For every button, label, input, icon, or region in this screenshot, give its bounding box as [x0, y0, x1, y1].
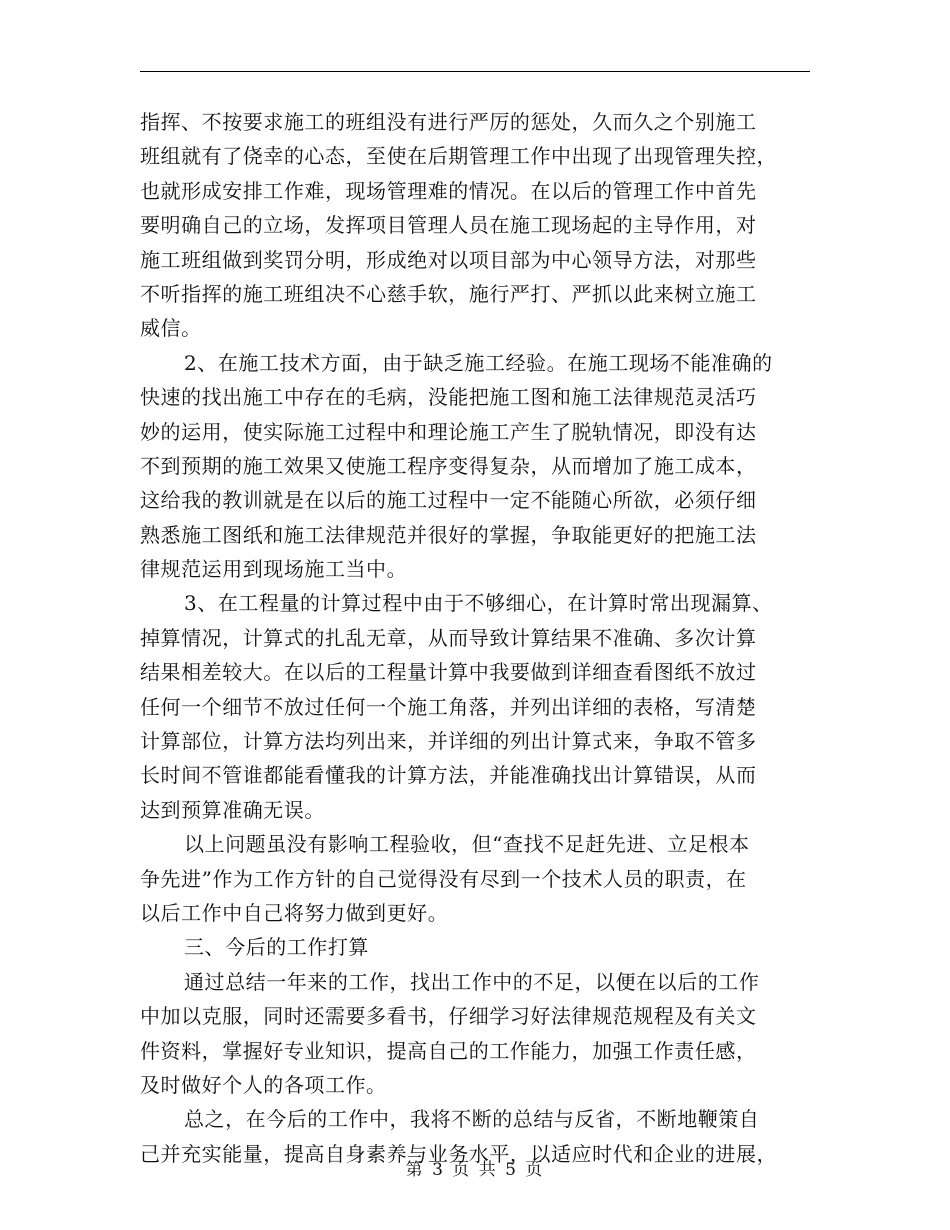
body-text-line: 三、今后的工作打算 [184, 935, 369, 960]
body-text-line: 长时间不管谁都能看懂我的计算方法，并能准确找出计算错误，从而 [140, 763, 757, 788]
body-text-line: 任何一个细节不放过任何一个施工角落，并列出详细的表格，写清楚 [140, 694, 757, 719]
body-text-line: 律规范运用到现场施工当中。 [140, 557, 408, 582]
body-text-line: 也就形成安排工作难，现场管理难的情况。在以后的管理工作中首先 [140, 178, 757, 203]
body-text-line: 2、在施工技术方面，由于缺乏施工经验。在施工现场不能准确的 [184, 350, 773, 375]
body-text-line: 快速的找出施工中存在的毛病，没能把施工图和施工法律规范灵活巧 [140, 385, 757, 410]
body-text-line: 争先进”作为工作方针的自己觉得没有尽到一个技术人员的职责，在 [140, 866, 747, 891]
body-text-line: 总之，在今后的工作中，我将不断的总结与反省，不断地鞭策自 [184, 1107, 760, 1132]
body-text-line: 不到预期的施工效果又使施工程序变得复杂，从而增加了施工成本， [140, 453, 757, 478]
body-text-line: 威信。 [140, 316, 202, 341]
body-text-line: 班组就有了侥幸的心态，至使在后期管理工作中出现了出现管理失控， [140, 144, 778, 169]
body-text-line: 以后工作中自己将努力做到更好。 [140, 900, 449, 925]
body-text-line: 施工班组做到奖罚分明，形成绝对以项目部为中心领导方法，对那些 [140, 247, 757, 272]
body-text-line: 计算部位，计算方法均列出来，并详细的列出计算式来，争取不管多 [140, 729, 757, 754]
body-text-line: 妙的运用，使实际施工过程中和理论施工产生了脱轨情况，即没有达 [140, 419, 757, 444]
body-text-line: 结果相差较大。在以后的工程量计算中我要做到详细查看图纸不放过 [140, 660, 757, 685]
body-text-line: 要明确自己的立场，发挥项目管理人员在施工现场起的主导作用，对 [140, 213, 757, 238]
body-text-line: 通过总结一年来的工作，找出工作中的不足，以便在以后的工作 [184, 969, 760, 994]
body-text-line: 掉算情况，计算式的扎乱无章，从而导致计算结果不准确、多次计算 [140, 625, 757, 650]
body-text-line: 及时做好个人的各项工作。 [140, 1072, 387, 1097]
body-text-line: 这给我的教训就是在以后的施工过程中一定不能随心所欲，必须仔细 [140, 488, 757, 513]
body-text-line: 以上问题虽没有影响工程验收，但“查找不足赶先进、立足根本 [184, 832, 750, 857]
header-rule [140, 71, 810, 72]
document-body [140, 105, 810, 1171]
body-text-line: 达到预算准确无误。 [140, 797, 325, 822]
body-text-line: 不听指挥的施工班组决不心慈手软，施行严打、严抓以此来树立施工 [140, 281, 757, 306]
page-footer: 第 3 页 共 5 页 [405, 1160, 545, 1180]
body-text-line: 指挥、不按要求施工的班组没有进行严厉的惩处，久而久之个别施工 [140, 110, 757, 134]
body-text-line: 熟悉施工图纸和施工法律规范并很好的掌握，争取能更好的把施工法 [140, 522, 757, 547]
body-text-line: 件资料，掌握好专业知识，提高自己的工作能力，加强工作责任感， [140, 1038, 757, 1063]
body-text-line: 己并充实能量，提高自身素养与业务水平，以适应时代和企业的进展， [140, 1141, 778, 1166]
body-text-line: 中加以克服，同时还需要多看书，仔细学习好法律规范规程及有关文 [140, 1004, 757, 1029]
body-text-line: 3、在工程量的计算过程中由于不够细心，在计算时常出现漏算、 [184, 591, 773, 616]
